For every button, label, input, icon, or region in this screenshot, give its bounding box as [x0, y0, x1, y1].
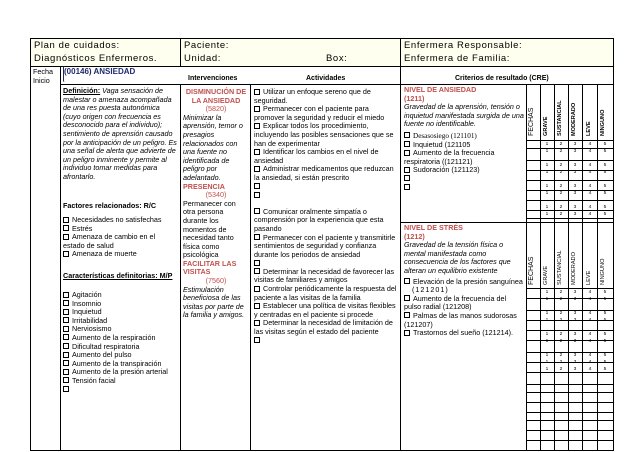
nurse-label: Enfermera Responsable:: [404, 40, 523, 51]
scale-value[interactable]: 4: [588, 332, 592, 337]
scale-row[interactable]: [526, 297, 614, 302]
scale-row[interactable]: [526, 170, 614, 175]
scale-value[interactable]: 4: [588, 149, 592, 154]
list-item: Irritabilidad: [63, 317, 177, 326]
scale-value[interactable]: 1: [545, 191, 549, 196]
fechas-header: FECHAS: [528, 256, 535, 285]
checkbox[interactable]: [63, 234, 69, 240]
care-plan-label: Plan de cuidados:: [34, 40, 120, 51]
scale-value[interactable]: 4: [588, 163, 592, 168]
characteristics-list: [63, 291, 177, 394]
activities-column: [254, 88, 398, 345]
list-item: [254, 337, 398, 346]
scale-value[interactable]: 5: [603, 367, 607, 372]
checkbox[interactable]: [404, 312, 410, 318]
checkbox[interactable]: [254, 337, 260, 343]
scale-value[interactable]: 5: [603, 191, 607, 196]
scale-value[interactable]: 2: [559, 360, 563, 365]
scale-row[interactable]: [526, 353, 614, 358]
scale-row[interactable]: [526, 311, 614, 316]
intervention-name: FACILITAR LAS VISITAS: [183, 258, 237, 277]
scale-row[interactable]: [526, 184, 614, 189]
sustancial-header: SUSTANCIAL: [557, 250, 563, 285]
list-item: Utilizar un enfoque sereno que de seguridad.: [254, 87, 371, 105]
list-item: [404, 175, 524, 184]
fechas-header: FECHAS: [528, 107, 535, 136]
intervention-name: DISMINUCIÓN DE LA ANSIEDAD: [185, 87, 247, 105]
checkbox[interactable]: [254, 106, 260, 112]
list-item: Identificar los cambios en el nivel de ansiedad: [254, 147, 379, 165]
date-label: Fecha: [33, 67, 53, 76]
scale-value[interactable]: 1: [545, 184, 549, 189]
scale-value[interactable]: 3: [573, 149, 577, 154]
scale-row[interactable]: [526, 332, 614, 337]
family-nurse-label: Enfermera de Familia:: [404, 53, 511, 64]
scale-value[interactable]: 3: [573, 297, 577, 302]
checkbox[interactable]: [254, 268, 260, 274]
list-item: Comunicar oralmente simpatía o comprensión por la experiencia que esta pasando: [254, 206, 384, 233]
list-item: Inquietud (121105: [404, 141, 524, 150]
scale-value[interactable]: 5: [603, 205, 607, 210]
scale-value[interactable]: 1: [545, 367, 549, 372]
scale-row[interactable]: [526, 205, 614, 210]
moderado-header: MODERADO: [571, 102, 577, 136]
scale-value[interactable]: 2: [559, 290, 563, 295]
list-item: (121201): [412, 285, 449, 295]
list-item: [63, 386, 177, 395]
scale-value[interactable]: 2: [559, 170, 563, 175]
list-item: Amenaza de muerte: [63, 250, 177, 259]
scale-value[interactable]: 4: [588, 318, 592, 323]
intervention-code: (5820): [205, 104, 227, 114]
scale-value[interactable]: 1: [545, 297, 549, 302]
scale-value[interactable]: 5: [603, 170, 607, 175]
checkbox[interactable]: [63, 225, 69, 231]
scale-value[interactable]: 4: [588, 297, 592, 302]
checkbox[interactable]: [404, 141, 410, 147]
checkbox[interactable]: [404, 175, 410, 181]
scale-row[interactable]: [526, 212, 614, 217]
scale-value[interactable]: 2: [559, 353, 563, 358]
checkbox[interactable]: [404, 330, 410, 336]
list-item: Insomnio: [63, 300, 177, 309]
checkbox[interactable]: [63, 317, 69, 323]
outcome-code: (1212): [404, 231, 425, 241]
scale-value[interactable]: 5: [603, 318, 607, 323]
scale-value[interactable]: 3: [573, 318, 577, 323]
scale-value[interactable]: 5: [603, 311, 607, 316]
interventions-header: Intervenciones: [188, 75, 238, 82]
scale-value[interactable]: 4: [588, 191, 592, 196]
list-item: Determinar la necesidad de favorecer las visitas de familiares y amigos: [254, 266, 395, 285]
scale-value[interactable]: 3: [573, 212, 577, 217]
list-item: Palmas de las manos sudorosas (121207): [404, 310, 517, 329]
checkbox[interactable]: [254, 320, 260, 326]
intervention-desc: Minimizar la aprensión, temor o presagios relacionados con una fuente no identificada de peligro por adelantado.: [183, 112, 243, 182]
checkbox[interactable]: [254, 89, 260, 95]
scale-value[interactable]: 2: [559, 311, 563, 316]
scale-value[interactable]: 3: [573, 170, 577, 175]
checkbox[interactable]: [404, 295, 410, 301]
list-item: Inquietud: [63, 308, 177, 317]
scale-value[interactable]: 1: [545, 353, 549, 358]
scale-value[interactable]: 2: [559, 297, 563, 302]
scale-value[interactable]: 5: [603, 184, 607, 189]
list-item: Nerviosismo: [63, 325, 177, 334]
scale-value[interactable]: 3: [573, 191, 577, 196]
scale-value[interactable]: 4: [588, 311, 592, 316]
scale-value[interactable]: 4: [588, 184, 592, 189]
list-item: Establecer una política de visitas flexibles y centradas en el paciente si procede: [254, 301, 396, 319]
scale-row[interactable]: [526, 191, 614, 196]
scale-row[interactable]: [526, 318, 614, 323]
scale-value[interactable]: 3: [573, 290, 577, 295]
outcomes-header: Criterios de resultado (CRE): [455, 75, 549, 82]
list-item: Tensión facial: [63, 377, 177, 386]
list-item: Aumento de la frecuencia respiratoria ((121121): [404, 148, 495, 166]
scale-value[interactable]: 5: [603, 290, 607, 295]
intervention-code: (7560): [205, 276, 227, 286]
activities-header: Actividades: [306, 75, 346, 82]
ninguno-header: NINGUNO: [600, 109, 606, 136]
scale-value[interactable]: 2: [559, 212, 563, 217]
intervention-code: (5340): [205, 190, 227, 200]
checkbox[interactable]: [63, 360, 69, 366]
sustancial-header: SUSTANCIAL: [557, 100, 563, 136]
checkbox[interactable]: [254, 260, 260, 266]
scale-value[interactable]: 1: [545, 318, 549, 323]
scale-value[interactable]: 4: [588, 142, 592, 147]
checkbox[interactable]: [63, 377, 69, 383]
checkbox[interactable]: [254, 286, 260, 292]
definition-text: Vaga sensación de malestar o amenaza acompañada de una res puesta autonómica (cuyo origen con frecuencia es desconocido para el individuo); sentimiento de aprensión causado por la anticipación de un peligro. Es una señal de alerta que advierte de un peligro inminente y permite al individuo tomar medidas para afrontarlo.: [63, 86, 177, 181]
scale-value[interactable]: 3: [573, 332, 577, 337]
scale-row[interactable]: [526, 142, 614, 147]
intervention-desc: Permanecer con otra persona durante los momentos de necesidad tanto física como psicológica: [183, 198, 236, 260]
checkbox[interactable]: [63, 352, 69, 358]
checkbox[interactable]: [63, 309, 69, 315]
checkbox[interactable]: [63, 300, 69, 306]
outcome-anxiety: [404, 86, 524, 192]
intervention-name: PRESENCIA: [183, 181, 225, 191]
unit-label: Unidad:: [184, 53, 221, 64]
scale-value[interactable]: 1: [545, 163, 549, 168]
scale-value[interactable]: 4: [588, 353, 592, 358]
list-item: Amenaza de cambio en el estado de salud: [63, 232, 156, 250]
list-item: Trastornos del sueño (121214).: [404, 329, 524, 338]
checkbox[interactable]: [254, 208, 260, 214]
scale-value[interactable]: 1: [545, 205, 549, 210]
list-item: [254, 183, 398, 192]
scale-value[interactable]: 5: [603, 339, 607, 344]
list-item: Estrés: [63, 225, 177, 234]
scale-value[interactable]: 3: [573, 339, 577, 344]
list-item: [404, 184, 524, 193]
scale-row[interactable]: [526, 360, 614, 365]
scale-value[interactable]: 5: [603, 163, 607, 168]
grave-header: GRAVE: [543, 265, 549, 285]
list-item: Aumento de la frecuencia del pulso radial (121208): [404, 293, 507, 312]
scale-row[interactable]: [526, 149, 614, 154]
scale-value[interactable]: 1: [545, 170, 549, 175]
scale-value[interactable]: 1: [545, 360, 549, 365]
scale-value[interactable]: 3: [573, 142, 577, 147]
scale-value[interactable]: 4: [588, 339, 592, 344]
scale-value[interactable]: 4: [588, 205, 592, 210]
scale-value[interactable]: 2: [559, 163, 563, 168]
diagnosis-definition: [63, 87, 177, 182]
checkbox[interactable]: [254, 303, 260, 309]
scale-value[interactable]: 2: [559, 191, 563, 196]
scale-value[interactable]: 1: [545, 142, 549, 147]
scale-value[interactable]: 2: [559, 339, 563, 344]
list-item: Dificultad respiratoria: [63, 343, 177, 352]
checkbox[interactable]: [254, 183, 260, 189]
scale-value[interactable]: 3: [573, 367, 577, 372]
scale-value[interactable]: 5: [603, 353, 607, 358]
checkbox[interactable]: [404, 150, 410, 156]
scale-value[interactable]: 2: [559, 318, 563, 323]
patient-label: Paciente:: [184, 40, 230, 51]
checkbox[interactable]: [404, 184, 410, 190]
scale-value[interactable]: 1: [545, 311, 549, 316]
scale-value[interactable]: 1: [545, 212, 549, 217]
scale-value[interactable]: 4: [588, 360, 592, 365]
start-label: Inicio: [33, 76, 50, 85]
list-item: Aumento de la transpiración: [63, 360, 177, 369]
list-item: Aumento de la presión arterial: [63, 368, 177, 377]
intervention-desc: Estimulación beneficiosa de las visitas por parte de la familia y amigos.: [183, 284, 245, 320]
grave-header: GRAVE: [543, 116, 549, 136]
outcome-title: NIVEL DE ANSIEDAD: [404, 85, 477, 94]
scale-value[interactable]: 5: [603, 142, 607, 147]
scale-value[interactable]: 3: [573, 353, 577, 358]
moderado-header: MODERADO: [571, 252, 577, 285]
diagnoses-label: Diagnósticos Enfermeros.: [34, 53, 158, 64]
related-factors-title: Factores relacionados: R/C: [63, 201, 157, 210]
checkbox[interactable]: [404, 167, 410, 173]
scale-value[interactable]: 2: [559, 205, 563, 210]
scale-value[interactable]: 3: [573, 311, 577, 316]
checkbox[interactable]: [404, 132, 410, 138]
scale-row[interactable]: [526, 163, 614, 168]
scale-value[interactable]: 2: [559, 332, 563, 337]
scale-row[interactable]: [526, 339, 614, 344]
scale-value[interactable]: 3: [573, 205, 577, 210]
checkbox[interactable]: [63, 292, 69, 298]
scale-value[interactable]: 3: [573, 360, 577, 365]
scale-value[interactable]: 5: [603, 149, 607, 154]
scale-value[interactable]: 1: [545, 332, 549, 337]
scale-row[interactable]: [526, 367, 614, 372]
list-item: Elevación de la presión sanguínea: [404, 278, 524, 287]
scale-value[interactable]: 4: [588, 212, 592, 217]
diagnosis-bracket: [63, 66, 66, 82]
related-factors-list: [63, 216, 177, 259]
list-item: Determinar la necesidad de limitación de las visitas según el estado del paciente: [254, 318, 393, 337]
outcome-stress: [404, 224, 524, 338]
checkbox[interactable]: [63, 343, 69, 349]
outcome-desc: Gravedad de la aprensión, tensión o inquietud manifestada surgida de una fuente no identificable.: [404, 102, 524, 129]
box-label: Box:: [326, 53, 348, 64]
checkbox[interactable]: [254, 149, 260, 155]
list-item: Administrar medicamentos que reduzcan la ansiedad, si están prescrito: [254, 164, 394, 182]
interventions-column: [183, 88, 249, 320]
list-item: [254, 191, 398, 200]
checkbox[interactable]: [63, 369, 69, 375]
scale-value[interactable]: 1: [545, 290, 549, 295]
checkbox[interactable]: [63, 326, 69, 332]
scale-value[interactable]: 2: [559, 142, 563, 147]
scale-value[interactable]: 3: [573, 184, 577, 189]
scale-value[interactable]: 1: [545, 149, 549, 154]
list-item: Permanecer con el paciente para promover la seguridad y reducir el miedo: [254, 104, 385, 122]
list-item: Desasosiego (121101): [404, 132, 524, 141]
scale-row[interactable]: [526, 290, 614, 295]
checkbox[interactable]: [63, 217, 69, 223]
checkbox[interactable]: [63, 251, 69, 257]
checkbox[interactable]: [404, 278, 410, 284]
ninguno-header: NINGUNO: [600, 258, 606, 285]
outcome-title: NIVEL DE STRÉS: [404, 223, 463, 232]
checkbox[interactable]: [254, 234, 260, 240]
definition-title: Definición:: [63, 86, 101, 95]
scale-value[interactable]: 4: [588, 170, 592, 175]
scale-value[interactable]: 4: [588, 367, 592, 372]
characteristics-title: Características definitorias: M/P: [63, 271, 173, 280]
outcome-code: (1211): [404, 93, 425, 103]
leve-header: LEVE: [586, 121, 592, 136]
checkbox[interactable]: [254, 123, 260, 129]
list-item: Aumento de la respiración: [63, 334, 177, 343]
scale-value[interactable]: 2: [559, 149, 563, 154]
outcome-desc: Gravedad de la tensión física o mental manifestada como consecuencia de los factores que alteran un equilibrio existente: [404, 240, 511, 275]
scale-value[interactable]: 2: [559, 184, 563, 189]
list-item: Aumento del pulso: [63, 351, 177, 360]
checkbox[interactable]: [254, 166, 260, 172]
scale-value[interactable]: 5: [603, 332, 607, 337]
list-item: Sudoración (121123): [404, 166, 524, 175]
list-item: Necesidades no satisfechas: [63, 216, 177, 225]
checkbox[interactable]: [63, 386, 69, 392]
scale-value[interactable]: 5: [603, 212, 607, 217]
list-item: Permanecer con el paciente y transmitirle sentimientos de seguridad y confianza durante los periodos de ansiedad: [254, 232, 396, 259]
list-item: Explicar todos los procedimiento, incluyendo las posibles sensaciones que se han de experimentar: [254, 121, 394, 148]
diagnosis-code: (00146) ANSIEDAD: [64, 67, 136, 76]
scale-value[interactable]: 4: [588, 290, 592, 295]
checkbox[interactable]: [63, 334, 69, 340]
scale-value[interactable]: 1: [545, 339, 549, 344]
scale-value[interactable]: 3: [573, 163, 577, 168]
scale-value[interactable]: 2: [559, 367, 563, 372]
scale-value[interactable]: 5: [603, 297, 607, 302]
list-item: Agitación: [63, 291, 177, 300]
list-item: Controlar periódicamente la respuesta del paciente a las visitas de la familia: [254, 284, 397, 302]
checkbox[interactable]: [254, 192, 260, 198]
leve-header: LEVE: [586, 270, 592, 285]
scale-value[interactable]: 5: [603, 360, 607, 365]
